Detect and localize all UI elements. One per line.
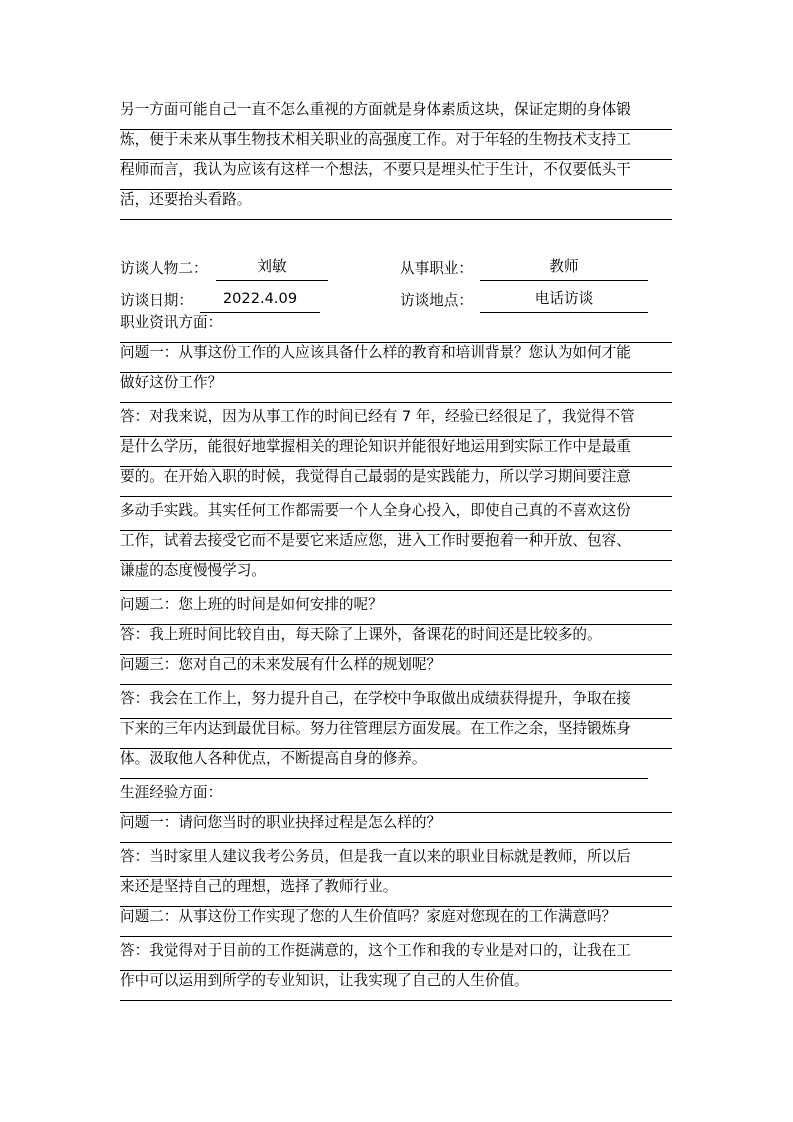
answer-line: 谦虚的态度慢慢学习。 bbox=[120, 560, 672, 591]
answer-line: 工作，试着去接受它而不是要它来适应您，进入工作时要抱着一种开放、包容、 bbox=[120, 530, 672, 561]
answer-line: 要的。在开始入职的时候，我觉得自己最弱的是实践能力，所以学习期间要注意 bbox=[120, 466, 672, 497]
answer-line: 答：我上班时间比较自由，每天除了上课外，备课花的时间还是比较多的。 bbox=[120, 624, 672, 655]
question-line: 问题一：请问您当时的职业抉择过程是怎么样的？ bbox=[120, 812, 672, 843]
date-label: 访谈日期： bbox=[120, 292, 193, 309]
answer-line: 答：我觉得对于目前的工作挺满意的，这个工作和我的专业是对口的，让我在工 bbox=[120, 940, 672, 971]
question-line: 问题三：您对自己的未来发展有什么样的规划呢？ bbox=[120, 654, 672, 685]
job-value: 教师 bbox=[480, 256, 648, 281]
answer-line: 下来的三年内达到最优目标。努力往管理层方面发展。在工作之余，坚持锻炼身 bbox=[120, 718, 672, 749]
answer-line: 答：对我来说，因为从事工作的时间已经有 7 年，经验已经很足了，我觉得不管 bbox=[120, 406, 672, 437]
date-value: 2022.4.09 bbox=[200, 288, 320, 313]
intro-line: 另一方面可能自己一直不怎么重视的方面就是身体素质这块，保证定期的身体锻 bbox=[120, 99, 672, 130]
answer-line: 是什么学历，能很好地掌握相关的理论知识并能很好地运用到实际工作中是最重 bbox=[120, 436, 672, 467]
answer-line: 体。汲取他人各种优点，不断提高自身的修养。 bbox=[120, 748, 648, 779]
answer-line: 答：当时家里人建议我考公务员，但是我一直以来的职业目标就是教师，所以后 bbox=[120, 846, 672, 877]
place-label: 访谈地点： bbox=[400, 292, 473, 309]
place-value: 电话访谈 bbox=[480, 288, 648, 313]
section-heading: 生涯经验方面： bbox=[120, 782, 672, 813]
answer-line: 来还是坚持自己的理想，选择了教师行业。 bbox=[120, 876, 672, 907]
answer-line: 作中可以运用到所学的专业知识，让我实现了自己的人生价值。 bbox=[120, 970, 672, 1001]
question-line: 问题一：从事这份工作的人应该具备什么样的教育和培训背景？您认为如何才能 bbox=[120, 342, 672, 373]
person-label: 访谈人物二： bbox=[120, 260, 208, 277]
answer-line: 多动手实践。其实任何工作都需要一个人全身心投入，即使自己真的不喜欢这份 bbox=[120, 500, 672, 531]
intro-line: 炼，便于未来从事生物技术相关职业的高强度工作。对于年轻的生物技术支持工 bbox=[120, 129, 672, 160]
question-line: 做好这份工作？ bbox=[120, 372, 672, 403]
job-label: 从事职业： bbox=[400, 260, 473, 277]
person-value: 刘敏 bbox=[216, 256, 328, 281]
intro-line: 活，还要抬头看路。 bbox=[120, 189, 672, 220]
section-heading: 职业资讯方面： bbox=[120, 312, 672, 343]
question-line: 问题二：从事这份工作实现了您的人生价值吗？家庭对您现在的工作满意吗？ bbox=[120, 906, 672, 937]
answer-line: 答：我会在工作上，努力提升自己，在学校中争取做出成绩获得提升，争取在接 bbox=[120, 688, 672, 719]
question-line: 问题二：您上班的时间是如何安排的呢？ bbox=[120, 594, 672, 625]
intro-line: 程师而言，我认为应该有这样一个想法，不要只是埋头忙于生计，不仅要低头干 bbox=[120, 159, 672, 190]
